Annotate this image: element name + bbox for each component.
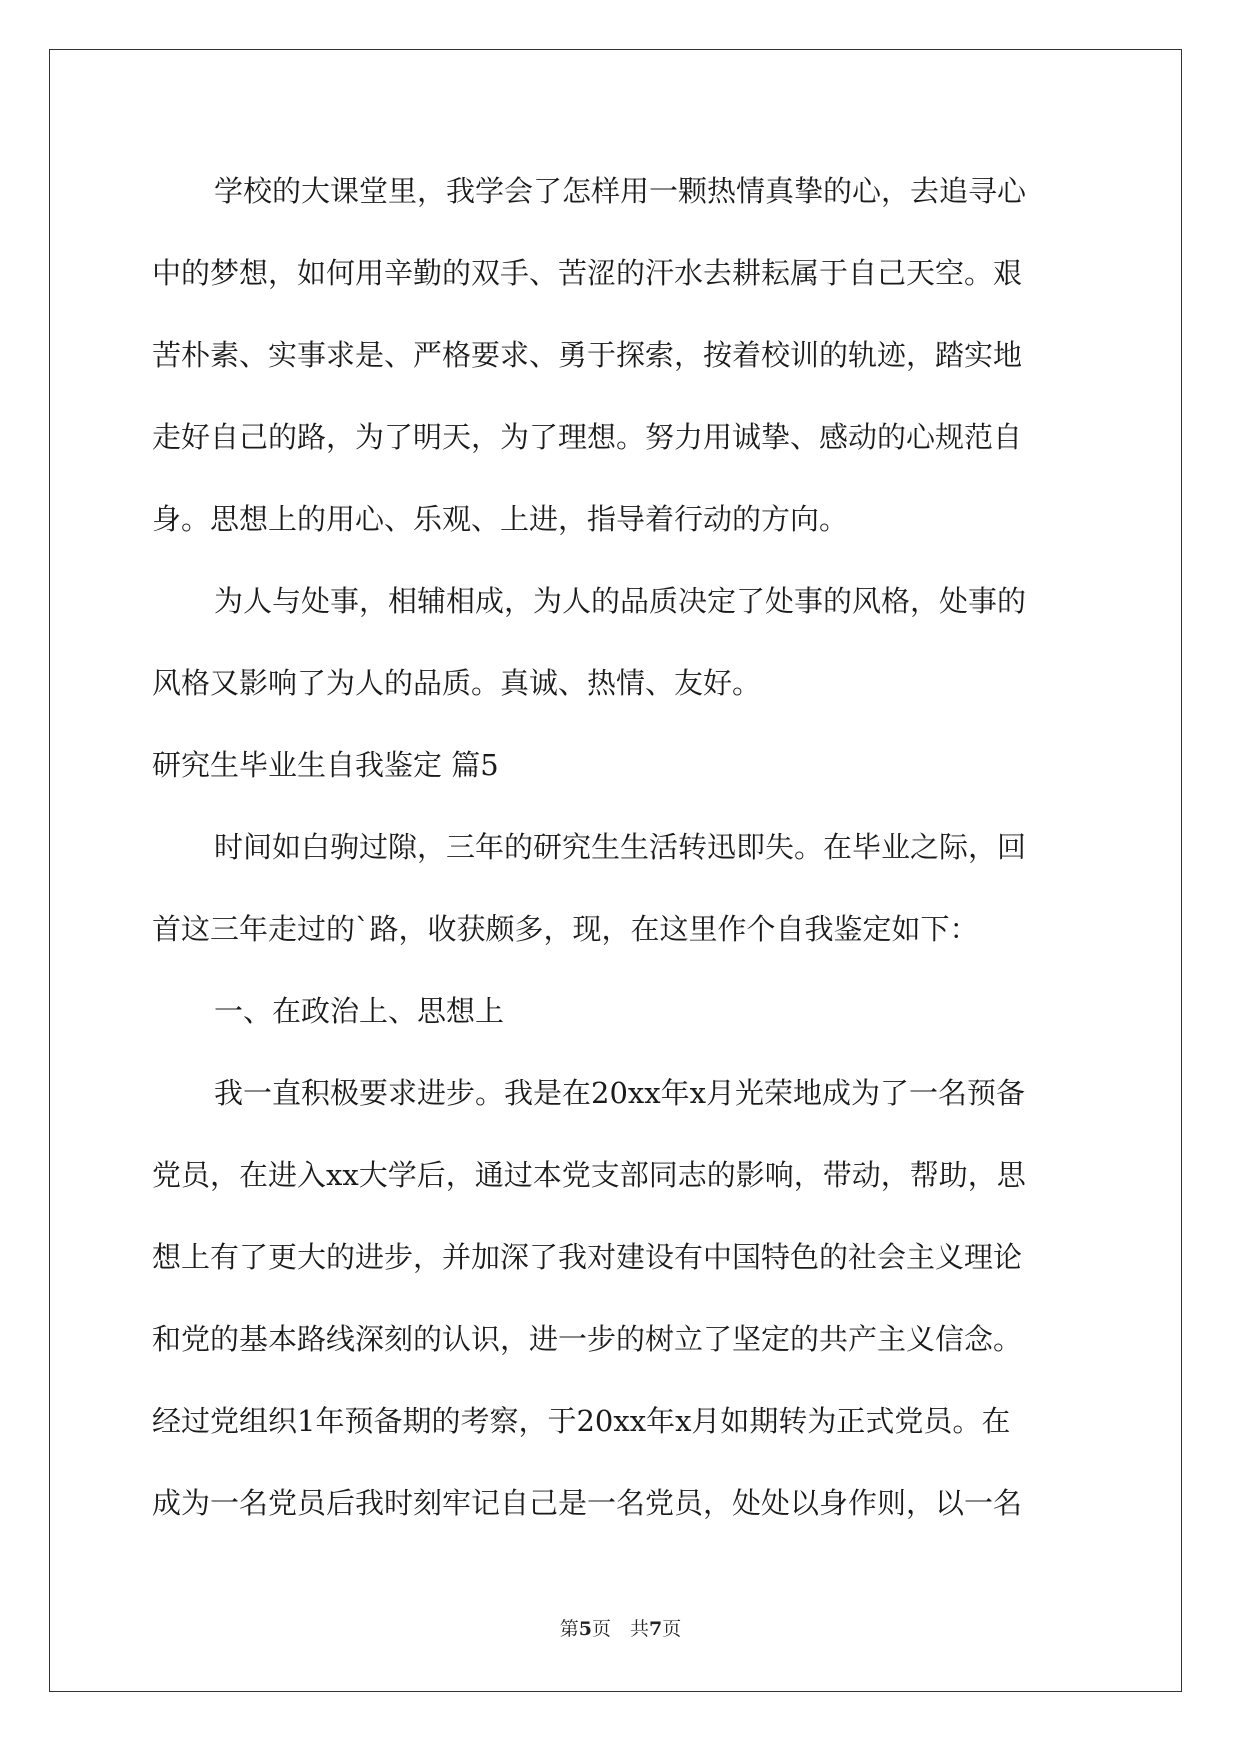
text-line: 想上有了更大的进步，并加深了我对建设有中国特色的社会主义理论	[152, 1240, 1023, 1274]
current-page-number: 5	[578, 1618, 592, 1640]
text-line: 风格又影响了为人的品质。真诚、热情、友好。	[152, 666, 762, 700]
text-line: 和党的基本路线深刻的认识，进一步的树立了坚定的共产主义信念。	[152, 1322, 1023, 1356]
section-heading: 研究生毕业生自我鉴定 篇5	[152, 748, 499, 782]
footer-suffix: 页	[662, 1618, 682, 1640]
text-line: 成为一名党员后我时刻牢记自己是一名党员，处处以身作则，以一名	[152, 1486, 1023, 1520]
text-line: 苦朴素、实事求是、严格要求、勇于探索，按着校训的轨迹，踏实地	[152, 338, 1023, 372]
text-line: 党员，在进入xx大学后，通过本党支部同志的影响，带动，帮助，思	[152, 1158, 1026, 1192]
text-line: 时间如白驹过隙，三年的研究生生活转迅即失。在毕业之际，回	[214, 830, 1027, 864]
footer-mid: 页 共	[591, 1618, 649, 1640]
text-line: 中的梦想，如何用辛勤的双手、苦涩的汗水去耕耘属于自己天空。艰	[152, 256, 1023, 290]
document-body	[152, 150, 1082, 1544]
subheading: 一、在政治上、思想上	[214, 994, 505, 1028]
page-footer	[0, 1614, 1241, 1641]
text-line: 我一直积极要求进步。我是在20xx年x月光荣地成为了一名预备	[214, 1076, 1025, 1110]
text-line: 首这三年走过的`路，收获颇多，现，在这里作个自我鉴定如下：	[152, 912, 979, 946]
text-line: 学校的大课堂里，我学会了怎样用一颗热情真挚的心，去追寻心	[214, 174, 1027, 208]
text-line: 走好自己的路，为了明天，为了理想。努力用诚挚、感动的心规范自	[152, 420, 1023, 454]
total-page-number: 7	[649, 1618, 663, 1640]
footer-prefix: 第	[559, 1618, 579, 1640]
text-line: 经过党组织1年预备期的考察，于20xx年x月如期转为正式党员。在	[152, 1404, 1011, 1438]
text-line: 为人与处事，相辅相成，为人的品质决定了处事的风格，处事的	[214, 584, 1027, 618]
text-line: 身。思想上的用心、乐观、上进，指导着行动的方向。	[152, 502, 849, 536]
